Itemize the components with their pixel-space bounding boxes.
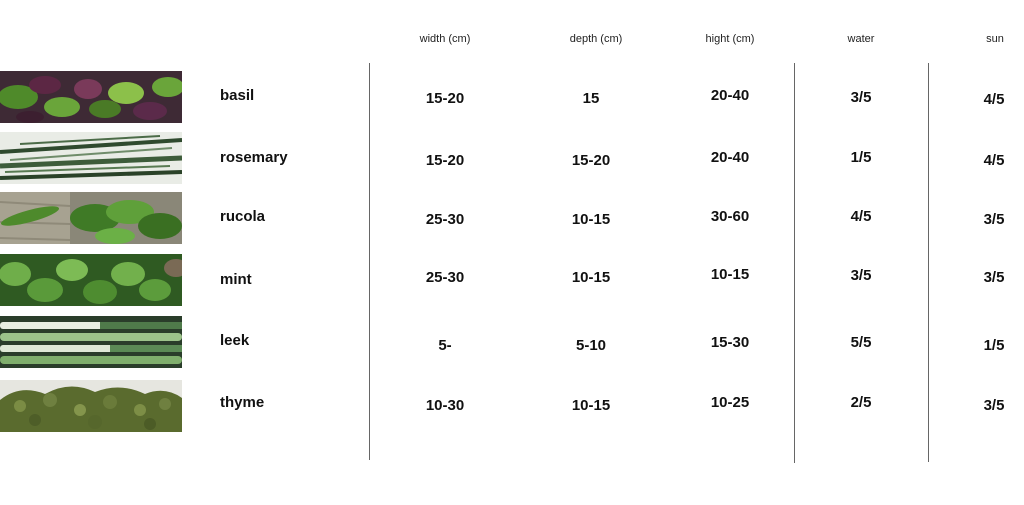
width-value: 10-30 — [425, 397, 465, 414]
plant-name: mint — [220, 271, 252, 288]
header-height: hight (cm) — [705, 33, 755, 45]
width-value: 25-30 — [425, 211, 465, 228]
width-value: 15-20 — [425, 152, 465, 169]
header-sun: sun — [986, 33, 1004, 45]
plant-name: leek — [220, 332, 250, 349]
sun-value: 4/5 — [983, 152, 1005, 169]
width-value: 5- — [438, 337, 452, 354]
divider-line — [369, 63, 370, 460]
width-value: 25-30 — [425, 269, 465, 286]
basil-photo — [0, 71, 182, 123]
sun-value: 3/5 — [983, 211, 1005, 228]
plant-name: basil — [220, 87, 255, 104]
height-value: 20-40 — [710, 87, 750, 104]
water-value: 1/5 — [850, 149, 872, 166]
sun-value: 1/5 — [983, 337, 1005, 354]
plant-name: rosemary — [220, 149, 288, 166]
height-value: 10-25 — [710, 394, 750, 411]
depth-value: 15 — [582, 90, 600, 107]
sun-value: 3/5 — [983, 269, 1005, 286]
height-value: 10-15 — [710, 266, 750, 283]
plant-name: thyme — [220, 394, 265, 411]
height-value: 20-40 — [710, 149, 750, 166]
sun-value: 3/5 — [983, 397, 1005, 414]
depth-value: 15-20 — [571, 152, 611, 169]
water-value: 2/5 — [850, 394, 872, 411]
thyme-photo — [0, 380, 182, 432]
plant-name: rucola — [220, 208, 266, 225]
width-value: 15-20 — [425, 90, 465, 107]
rosemary-photo — [0, 132, 182, 184]
leek-photo — [0, 316, 182, 368]
divider-line — [794, 63, 795, 463]
rucola-photo — [0, 192, 182, 244]
water-value: 3/5 — [850, 267, 872, 284]
height-value: 30-60 — [710, 208, 750, 225]
water-value: 5/5 — [850, 334, 872, 351]
header-depth: depth (cm) — [569, 33, 623, 45]
depth-value: 10-15 — [571, 269, 611, 286]
water-value: 4/5 — [850, 208, 872, 225]
mint-photo — [0, 254, 182, 306]
header-water: water — [847, 33, 875, 45]
divider-line — [928, 63, 929, 462]
header-width: width (cm) — [419, 33, 471, 45]
height-value: 15-30 — [710, 334, 750, 351]
depth-value: 10-15 — [571, 397, 611, 414]
water-value: 3/5 — [850, 89, 872, 106]
depth-value: 5-10 — [575, 337, 607, 354]
depth-value: 10-15 — [571, 211, 611, 228]
sun-value: 4/5 — [983, 91, 1005, 108]
